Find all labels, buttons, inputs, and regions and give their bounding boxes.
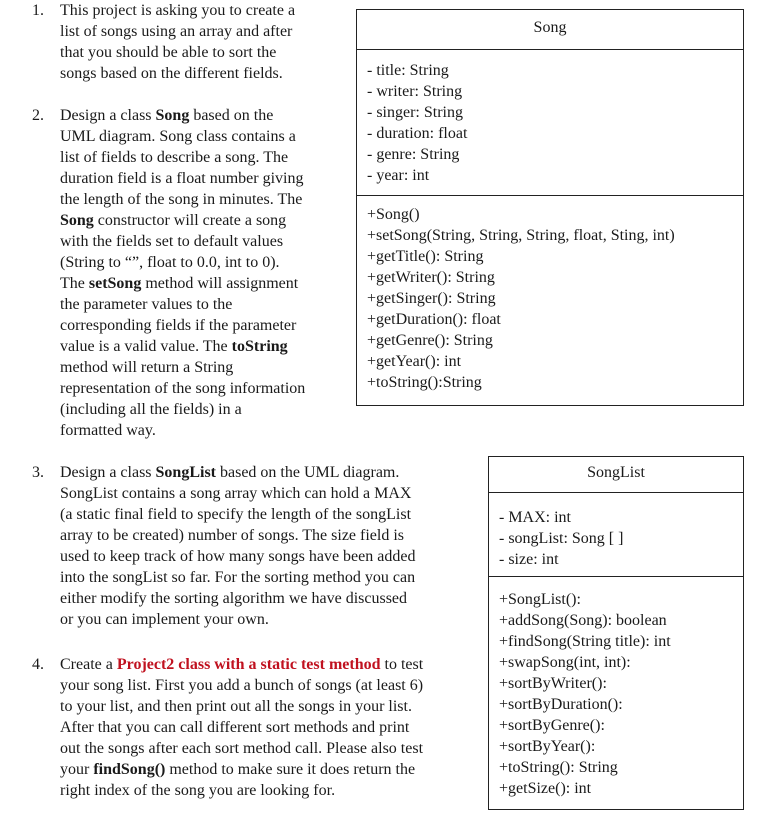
text-segment: into the songList so far. For the sorting method you can [60, 569, 416, 586]
text-line [60, 126, 305, 147]
uml-fields-section [357, 50, 743, 196]
uml-class-name-text: SongList [587, 464, 645, 481]
text-line [60, 567, 415, 588]
text-segment: (including all the fields) in a [60, 401, 242, 418]
text-line [60, 378, 305, 399]
text-line [60, 399, 305, 420]
uml-class-name-text: Song [533, 19, 567, 36]
text-segment: (String to “”, float to 0.0, int to 0). [60, 254, 280, 271]
uml-field: - writer: String [367, 83, 463, 100]
text-segment: Design a class [60, 107, 156, 124]
text-line [60, 0, 295, 21]
text-line [60, 21, 295, 42]
uml-field: - duration: float [367, 125, 468, 142]
emphasis-text: setSong [88, 275, 142, 292]
text-line [60, 462, 415, 483]
uml-method: +Song() [367, 206, 420, 223]
emphasis-text: Project2 class with a static test method [116, 656, 381, 673]
uml-field: - year: int [367, 167, 430, 184]
text-segment: your [60, 761, 94, 778]
text-line [60, 717, 423, 738]
uml-method: +getYear(): int [367, 353, 462, 370]
text-segment: with the fields set to default values [60, 233, 284, 250]
uml-field: - title: String [367, 62, 449, 79]
text-segment: right index of the song you are looking for. [60, 782, 336, 799]
uml-field: - MAX: int [499, 509, 571, 526]
text-segment: method to make sure it does return the [165, 761, 416, 778]
text-line [60, 654, 423, 675]
uml-method: +sortByGenre(): [499, 717, 605, 734]
uml-methods-section [489, 577, 743, 799]
item-text [60, 654, 423, 801]
text-segment: (a static final field to specify the length of the songList [60, 506, 412, 523]
text-line [60, 231, 305, 252]
text-line [60, 63, 295, 84]
text-segment: corresponding fields if the parameter [60, 317, 297, 334]
emphasis-text: toString [231, 338, 288, 355]
uml-method: +getSize(): int [499, 780, 592, 797]
item-text [60, 462, 415, 630]
item-text [60, 105, 305, 441]
text-segment: method will assignment [141, 275, 299, 292]
songlist-uml-diagram [488, 456, 744, 810]
text-segment: duration field is a float number giving [60, 170, 304, 187]
text-segment: UML diagram. Song class contains a [60, 128, 296, 145]
uml-method: +getDuration(): float [367, 311, 501, 328]
uml-method: +getSinger(): String [367, 290, 496, 307]
text-segment: or you can implement your own. [60, 611, 269, 628]
text-line [60, 609, 415, 630]
text-segment: value is a valid value. The [60, 338, 232, 355]
item-number: 4. [32, 656, 44, 673]
text-segment: out the songs after each sort method call. Please also test [60, 740, 424, 757]
uml-fields-section [489, 493, 743, 577]
uml-method: +getGenre(): String [367, 332, 493, 349]
text-line [60, 483, 415, 504]
item-number: 1. [32, 2, 44, 19]
text-line [60, 696, 423, 717]
text-segment: that you should be able to sort the [60, 44, 277, 61]
uml-method: +findSong(String title): int [499, 633, 671, 650]
text-segment: SongList contains a song array which can hold a MAX [60, 485, 412, 502]
text-segment: to test [380, 656, 424, 673]
text-segment: list of fields to describe a song. The [60, 149, 289, 166]
text-segment: formatted way. [60, 422, 156, 439]
text-line [60, 273, 305, 294]
text-line [60, 294, 305, 315]
uml-method: +sortByDuration(): [499, 696, 623, 713]
text-segment: Create a [60, 656, 117, 673]
uml-field: - songList: Song [ ] [499, 530, 624, 547]
uml-method: +toString():String [367, 374, 482, 391]
text-segment: list of songs using an array and after [60, 23, 293, 40]
text-line [60, 675, 423, 696]
text-line [60, 738, 423, 759]
emphasis-text: findSong() [93, 761, 166, 778]
emphasis-text: SongList [155, 464, 216, 481]
text-segment: After that you can call different sort methods and print [60, 719, 410, 736]
text-segment: constructor will create a song [93, 212, 287, 229]
text-segment: the length of the song in minutes. The [60, 191, 303, 208]
text-segment: used to keep track of how many songs have been added [60, 548, 416, 565]
text-line [60, 147, 305, 168]
song-uml-diagram [356, 9, 744, 406]
emphasis-text: Song [60, 212, 94, 229]
text-segment: Design a class [60, 464, 156, 481]
text-line [60, 588, 415, 609]
text-line [60, 315, 305, 336]
text-line [60, 336, 305, 357]
uml-method: +swapSong(int, int): [499, 654, 631, 671]
text-segment: based on the UML diagram. [216, 464, 400, 481]
text-line [60, 525, 415, 546]
text-line [60, 189, 305, 210]
emphasis-text: Song [155, 107, 190, 124]
uml-class-name [357, 10, 743, 50]
text-line [60, 252, 305, 273]
text-segment: the parameter values to the [60, 296, 233, 313]
text-line [60, 780, 423, 801]
item-text [60, 0, 295, 84]
uml-method: +getWriter(): String [367, 269, 495, 286]
item-number: 2. [32, 107, 44, 124]
uml-method: +sortByWriter(): [499, 675, 607, 692]
uml-class-name [489, 457, 743, 493]
text-segment: your song list. First you add a bunch of songs (at least 6) [60, 677, 424, 694]
text-segment: either modify the sorting algorithm we have discussed [60, 590, 408, 607]
text-line [60, 42, 295, 63]
text-segment: to your list, and then print out all the songs in your list. [60, 698, 412, 715]
uml-field: - genre: String [367, 146, 460, 163]
uml-field: - size: int [499, 551, 559, 568]
uml-method: +getTitle(): String [367, 248, 484, 265]
text-segment: This project is asking you to create a [60, 2, 296, 19]
text-line [60, 357, 305, 378]
text-segment: representation of the song information [60, 380, 306, 397]
text-segment: songs based on the different fields. [60, 65, 283, 82]
item-number: 3. [32, 464, 44, 481]
uml-methods-section [357, 196, 743, 393]
text-segment: method will return a String [60, 359, 234, 376]
uml-method: +toString(): String [499, 759, 618, 776]
text-line [60, 504, 415, 525]
uml-method: +SongList(): [499, 591, 581, 608]
uml-field: - singer: String [367, 104, 463, 121]
text-segment: array to be created) number of songs. The size field is [60, 527, 405, 544]
text-line [60, 168, 305, 189]
text-line [60, 105, 305, 126]
text-segment: based on the [189, 107, 274, 124]
text-line [60, 759, 423, 780]
uml-method: +sortByYear(): [499, 738, 596, 755]
uml-method: +addSong(Song): boolean [499, 612, 667, 629]
text-line [60, 546, 415, 567]
text-segment: The [60, 275, 89, 292]
uml-method: +setSong(String, String, String, float, Sting, int) [367, 227, 675, 244]
text-line [60, 210, 305, 231]
text-line [60, 420, 305, 441]
